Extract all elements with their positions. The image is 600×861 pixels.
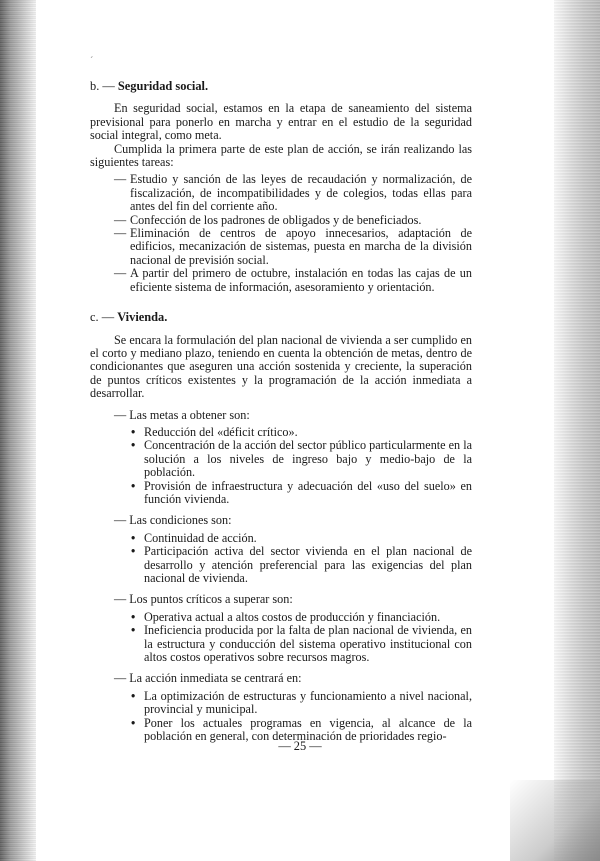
group-intro-text: Las condiciones son: bbox=[129, 513, 232, 528]
scan-corner-shadow bbox=[510, 780, 600, 861]
bullet-marker: • bbox=[131, 609, 136, 624]
item-text: Poner los actuales programas en vigencia, al alcance de la población en general, con determinación de prioridades regio- bbox=[144, 715, 472, 744]
item-text: La optimización de estructuras y funcionamiento a nivel nacional, provincial y municipal. bbox=[144, 688, 472, 717]
list-item bbox=[90, 611, 472, 624]
bullet-marker: • bbox=[131, 688, 136, 703]
section-b-task-list bbox=[90, 173, 472, 294]
group-intro-text: Los puntos críticos a superar son: bbox=[129, 592, 293, 607]
dash-marker: — bbox=[114, 592, 127, 607]
section-b-title: Seguridad social. bbox=[117, 79, 209, 93]
list-item bbox=[90, 624, 472, 664]
item-text: Provisión de infraestructura y adecuación del «uso del suelo» en función vivienda. bbox=[144, 478, 472, 506]
bullet-marker: • bbox=[131, 715, 136, 730]
section-c-heading bbox=[90, 311, 472, 324]
group-intro bbox=[90, 672, 472, 685]
document-page bbox=[90, 80, 472, 743]
dash-marker: — bbox=[114, 172, 127, 187]
page-number: — 25 — bbox=[278, 739, 322, 753]
group-intro bbox=[90, 593, 472, 606]
dash-marker: — bbox=[114, 671, 127, 686]
section-c-prefix: c. — bbox=[90, 310, 118, 325]
bullet-marker: • bbox=[131, 438, 136, 453]
scan-right-edge bbox=[554, 0, 600, 861]
bullet-marker: • bbox=[131, 530, 136, 545]
bullet-marker: • bbox=[131, 544, 136, 559]
puntos-criticos-list bbox=[90, 611, 472, 665]
task-text: Confección de los padrones de obligados y de beneficiados. bbox=[130, 212, 422, 227]
dash-marker: — bbox=[114, 226, 127, 241]
group-intro bbox=[90, 409, 472, 422]
scan-left-edge bbox=[0, 0, 36, 861]
list-item bbox=[90, 545, 472, 585]
list-item bbox=[90, 214, 472, 227]
condiciones-list bbox=[90, 532, 472, 586]
group-intro bbox=[90, 514, 472, 527]
list-item bbox=[90, 173, 472, 213]
task-text: Estudio y sanción de las leyes de recaudación y normalización, de fiscalización, de incompatibilidades y de colegios, todas ellas para antes del fin del corriente año. bbox=[130, 172, 472, 214]
item-text: Operativa actual a altos costos de producción y financiación. bbox=[144, 609, 441, 624]
bullet-marker: • bbox=[131, 623, 136, 638]
section-c-title: Vivienda. bbox=[117, 310, 168, 325]
dash-marker: — bbox=[114, 513, 127, 528]
group-intro-text: La acción inmediata se centrará en: bbox=[129, 671, 302, 686]
task-text: A partir del primero de octubre, instalación en todas las cajas de un eficiente sistema de información, asesoramiento y orientación. bbox=[130, 266, 472, 294]
metas-list bbox=[90, 426, 472, 506]
list-item bbox=[90, 532, 472, 545]
section-b-paragraph-1: En seguridad social, estamos en la etapa de saneamiento del sistema previsional para ponerlo en marcha y entrar en el estudio de la seguridad social integral, como meta. bbox=[90, 101, 472, 143]
list-item bbox=[90, 690, 472, 717]
dash-marker: — bbox=[114, 266, 127, 281]
dash-marker: — bbox=[114, 407, 127, 422]
task-text: Eliminación de centros de apoyo innecesarios, adaptación de edificios, mecanización de sistemas, puesta en marcha de la división nacional de previsión social. bbox=[130, 226, 472, 267]
item-text: Concentración de la acción del sector público particularmente en la solución a los niveles de ingreso bajo y medio-bajo de la población. bbox=[144, 438, 472, 480]
list-item bbox=[90, 439, 472, 479]
section-b-heading bbox=[90, 80, 472, 93]
section-c-paragraph: Se encara la formulación del plan nacional de vivienda a ser cumplido en el corto y mediano plazo, teniendo en cuenta la obtención de metas, dentro de condicionantes que aseguren una acción sostenida y creciente, la superación de puntos críticos existentes y la programación de la acción inmediata a desarrollar. bbox=[90, 332, 472, 401]
item-text: Continuidad de acción. bbox=[144, 530, 257, 545]
item-text: Participación activa del sector vivienda en el plan nacional de desarrollo y atención preferencial para las exigencias del plan nacional de vivienda. bbox=[144, 544, 472, 585]
list-item bbox=[90, 480, 472, 507]
list-item bbox=[90, 267, 472, 294]
dash-marker: — bbox=[114, 212, 127, 227]
list-item bbox=[90, 426, 472, 439]
bullet-marker: • bbox=[131, 478, 136, 493]
section-b-paragraph-2: Cumplida la primera parte de este plan de acción, se irán realizando las siguientes tareas: bbox=[90, 141, 472, 170]
list-item bbox=[90, 227, 472, 267]
item-text: Reducción del «déficit crítico». bbox=[144, 424, 298, 439]
bullet-marker: • bbox=[131, 424, 136, 439]
accion-inmediata-list bbox=[90, 690, 472, 744]
item-text: Ineficiencia producida por la falta de plan nacional de vivienda, en la estructura y conducción del sistema operativo institucional con altos costos operativos sobre recursos magros. bbox=[144, 623, 472, 665]
section-b-prefix: b. — bbox=[90, 79, 118, 93]
stray-mark: ˊ bbox=[90, 56, 94, 67]
group-intro-text: Las metas a obtener son: bbox=[129, 407, 250, 422]
